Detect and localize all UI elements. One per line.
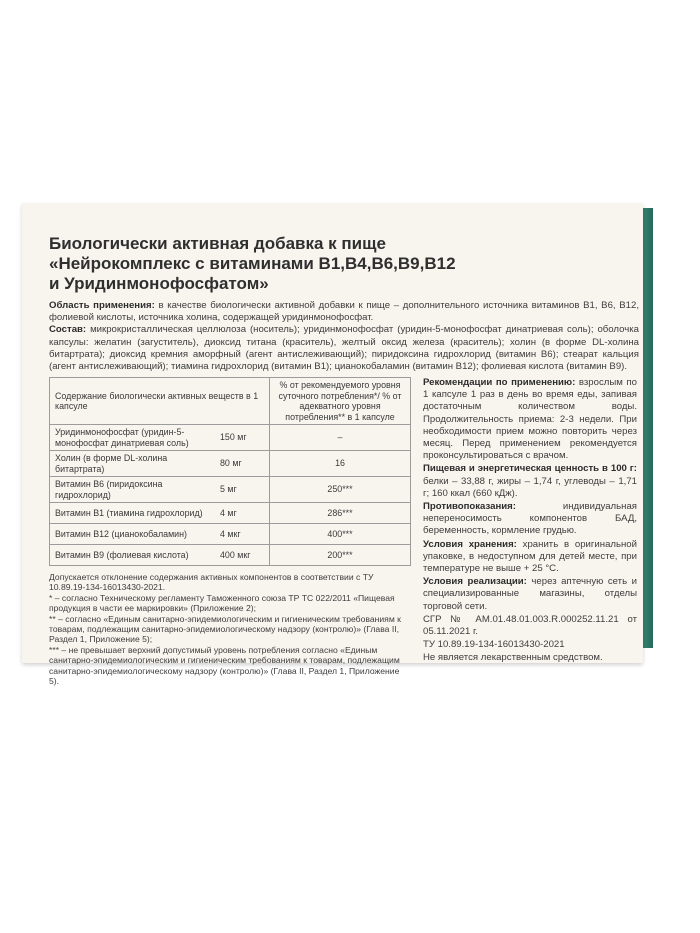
row-amount: 80 мг bbox=[215, 451, 270, 477]
application-label: Область применения: bbox=[49, 300, 155, 311]
storage-text: хранить в оригинальной упаковке, в недоступном для детей месте, при температуре не выше + 25 °С. bbox=[423, 538, 637, 575]
label-text-area bbox=[49, 234, 639, 687]
recommendations-paragraph bbox=[423, 377, 637, 462]
table-header-row bbox=[50, 378, 411, 425]
row-amount: 5 мг bbox=[215, 477, 270, 503]
row-percent: 250*** bbox=[270, 477, 411, 503]
title-line-3: и Уридинмонофосфатом» bbox=[49, 274, 269, 293]
row-percent: 200*** bbox=[270, 545, 411, 566]
row-name: Витамин В12 (цианокобаламин) bbox=[50, 524, 216, 545]
application-paragraph bbox=[49, 300, 639, 324]
row-name: Витамин В6 (пиридоксина гидрохлорид) bbox=[50, 477, 216, 503]
composition-label: Состав: bbox=[49, 324, 87, 336]
table-row bbox=[50, 477, 411, 503]
row-percent: 286*** bbox=[270, 503, 411, 524]
product-title bbox=[49, 234, 639, 294]
not-a-drug-note: Не является лекарственным средством. bbox=[423, 652, 603, 664]
row-percent: 16 bbox=[270, 451, 411, 477]
title-line-1: Биологически активная добавка к пище bbox=[49, 234, 386, 253]
composition-text: микрокристаллическая целлюлоза (носитель); уридинмонофосфат (уридин-5-монофосфат динатриевая соль); оболочка капсулы: желатин (загуститель), диоксид титана (краситель), желтый оксид железа (краситель); холин (в форме DL-холина битартрата); диоксид кремния аморфный (агент антислеживающий); пиридоксина гидрохлорид (витамин В6); стеарат кальция (агент антислеживающий); тиамина гидрохлорид (витамин В1); цианокобаламин (витамин В12); фолиевая кислота (витамин В9). bbox=[49, 324, 639, 373]
sale-text: через аптечную сеть и специализированные магазины, отделы торговой сети. bbox=[423, 576, 637, 612]
registration-certificate: СГР № AM.01.48.01.003.R.000252.11.21 от 05.11.2021 г. bbox=[423, 613, 637, 638]
header-content-cell: Содержание биологически активных веществ в 1 капсуле bbox=[50, 378, 270, 425]
title-line-2: «Нейрокомплекс с витаминами В1,В4,В6,В9,В12 bbox=[49, 254, 456, 273]
table-row bbox=[50, 545, 411, 566]
header-percent-cell: % от рекомендуемого уровня суточного потребления*/ % от адекватного уровня потребления** в 1 капсуле bbox=[270, 378, 411, 425]
sale-paragraph bbox=[423, 576, 637, 613]
recommendations-text: взрослым по 1 капсуле 1 раз в день во время еды, запивая достаточным количеством воды. Продолжительность приема: 2-3 недели. При необходимости прием можно повторить через месяц. Перед применением рекомендуется проконсультироваться с врачом. bbox=[423, 377, 637, 462]
row-percent: – bbox=[270, 425, 411, 451]
table-row bbox=[50, 425, 411, 451]
contraindications-text: индивидуальная непереносимость компонентов БАД, беременность, кормление грудью. bbox=[423, 501, 637, 537]
table-row bbox=[50, 524, 411, 545]
footnote-star-3: *** – не превышает верхний допустимый уровень потребления согласно «Единым санитарно-эпидемиологическим и гигиеническим требованиям к товарам, подлежащим санитарно-эпидемиологическому надзору (контролю)» (Глава II, Раздел 1, Приложение 5). bbox=[49, 644, 400, 687]
row-amount: 4 мг bbox=[215, 503, 270, 524]
nutrient-table bbox=[49, 377, 411, 566]
row-name: Холин (в форме DL-холина битартрата) bbox=[50, 451, 216, 477]
recommendations-label: Рекомендации по применению: bbox=[423, 377, 576, 388]
row-name: Витамин В1 (тиамина гидрохлорид) bbox=[50, 503, 216, 524]
footnote-tolerance: Допускается отклонение содержания активных компонентов в соответствии с ТУ 10.89.19-134-16013430-2021. bbox=[49, 572, 374, 593]
table-row bbox=[50, 503, 411, 524]
footnote-star-1: * – согласно Техническому регламенту Таможенного союза ТР ТС 022/2011 «Пищевая продукция в части ее маркировки» (Приложение 2); bbox=[49, 592, 395, 614]
right-column bbox=[423, 377, 637, 666]
sale-label: Условия реализации: bbox=[423, 576, 527, 588]
contraindications-paragraph bbox=[423, 501, 637, 538]
left-column bbox=[49, 377, 411, 686]
row-amount: 150 мг bbox=[215, 425, 270, 451]
energy-label: Пищевая и энергетическая ценность в 100 г: bbox=[423, 463, 637, 475]
row-name: Уридинмонофосфат (уридин-5-монофосфат динатриевая соль) bbox=[50, 425, 216, 451]
row-amount: 4 мкг bbox=[215, 524, 270, 545]
row-percent: 400*** bbox=[270, 524, 411, 545]
row-name: Витамин В9 (фолиевая кислота) bbox=[50, 545, 216, 566]
table-row bbox=[50, 451, 411, 477]
contraindications-label: Противопоказания: bbox=[423, 501, 516, 513]
footnote-star-2: ** – согласно «Единым санитарно-эпидемиологическим и гигиеническим требованиям к товарам, подлежащим санитарно-эпидемиологическому надзору (контролю)» (Глава II, Раздел 1, Приложение 5); bbox=[49, 613, 401, 645]
storage-paragraph bbox=[423, 539, 637, 576]
technical-spec: ТУ 10.89.19-134-16013430-2021 bbox=[423, 639, 565, 651]
footnotes bbox=[49, 572, 411, 686]
storage-label: Условия хранения: bbox=[423, 538, 517, 550]
composition-paragraph bbox=[49, 324, 639, 373]
row-amount: 400 мкг bbox=[215, 545, 270, 566]
energy-paragraph bbox=[423, 463, 637, 500]
energy-text: белки – 33,88 г, жиры – 1,74 г, углеводы – 1,71 г; 160 ккал (660 кДж). bbox=[423, 475, 637, 499]
application-text: в качестве биологически активной добавки к пище – дополнительного источника витаминов В1, В6, В12, фолиевой кислоты, источника холина, содержащей уридинмонофосфат. bbox=[49, 300, 639, 324]
